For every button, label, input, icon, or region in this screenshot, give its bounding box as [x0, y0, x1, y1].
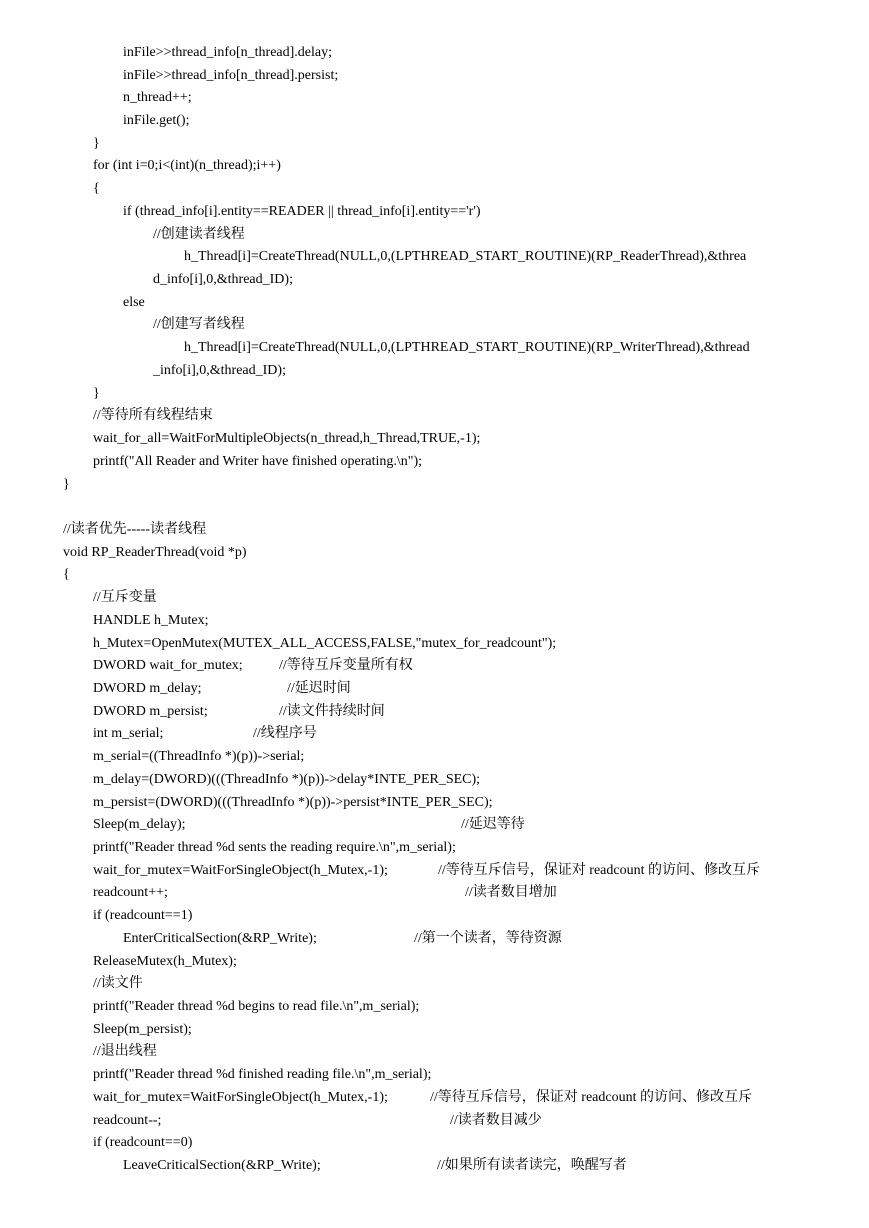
code-line: Sleep(m_persist);: [93, 1022, 192, 1037]
code-line: if (readcount==1): [93, 908, 193, 923]
code-line: else: [123, 295, 145, 310]
code-line: }: [93, 136, 100, 151]
code-comment: //读文件: [93, 976, 143, 991]
code-line: HANDLE h_Mutex;: [93, 613, 209, 628]
code-comment: //等待互斥信号，保证对 readcount 的访问、修改互斥: [430, 1090, 752, 1105]
code-line: int m_serial;: [93, 726, 164, 741]
code-line: wait_for_mutex=WaitForSingleObject(h_Mutex,-1);: [93, 863, 388, 878]
code-line: readcount--;: [93, 1113, 162, 1128]
code-line: inFile>>thread_info[n_thread].delay;: [123, 45, 333, 60]
code-comment: //创建写者线程: [153, 317, 245, 332]
code-line: inFile.get();: [123, 113, 190, 128]
code-line: EnterCriticalSection(&RP_Write);: [123, 931, 317, 946]
code-line: if (readcount==0): [93, 1135, 193, 1150]
code-line: d_info[i],0,&thread_ID);: [153, 272, 293, 287]
code-comment: //退出线程: [93, 1044, 157, 1059]
code-line: DWORD m_delay;: [93, 681, 202, 696]
code-line: for (int i=0;i<(int)(n_thread);i++): [93, 158, 281, 173]
code-line: m_persist=(DWORD)(((ThreadInfo *)(p))->persist*INTE_PER_SEC);: [93, 795, 493, 810]
code-line: DWORD m_persist;: [93, 704, 208, 719]
code-line: inFile>>thread_info[n_thread].persist;: [123, 68, 339, 83]
code-line: m_delay=(DWORD)(((ThreadInfo *)(p))->delay*INTE_PER_SEC);: [93, 772, 481, 787]
code-comment: //等待互斥变量所有权: [279, 658, 413, 673]
code-comment: //第一个读者，等待资源: [414, 931, 562, 946]
code-comment: //线程序号: [253, 726, 317, 741]
code-line: printf("Reader thread %d sents the reading require.\n",m_serial);: [93, 840, 456, 855]
code-line: h_Thread[i]=CreateThread(NULL,0,(LPTHREAD_START_ROUTINE)(RP_ReaderThread),&threa: [184, 249, 747, 264]
code-comment: //创建读者线程: [153, 227, 245, 242]
code-line: }: [63, 477, 70, 492]
code-line: printf("Reader thread %d finished reading file.\n",m_serial);: [93, 1067, 432, 1082]
code-line: n_thread++;: [123, 90, 192, 105]
code-comment: //读文件持续时间: [279, 704, 385, 719]
code-line: void RP_ReaderThread(void *p): [63, 545, 247, 560]
code-line: if (thread_info[i].entity==READER || thread_info[i].entity=='r'): [123, 204, 481, 219]
code-line: }: [93, 386, 100, 401]
code-comment: //读者数目减少: [450, 1113, 542, 1128]
code-line: h_Thread[i]=CreateThread(NULL,0,(LPTHREAD_START_ROUTINE)(RP_WriterThread),&thread: [184, 340, 750, 355]
code-line: LeaveCriticalSection(&RP_Write);: [123, 1158, 321, 1173]
code-line: wait_for_all=WaitForMultipleObjects(n_thread,h_Thread,TRUE,-1);: [93, 431, 481, 446]
code-comment: //等待所有线程结束: [93, 408, 213, 423]
code-line: h_Mutex=OpenMutex(MUTEX_ALL_ACCESS,FALSE,"mutex_for_readcount");: [93, 636, 557, 651]
code-line: {: [93, 181, 100, 196]
code-line: wait_for_mutex=WaitForSingleObject(h_Mutex,-1);: [93, 1090, 388, 1105]
code-line: ReleaseMutex(h_Mutex);: [93, 954, 237, 969]
code-line: readcount++;: [93, 885, 168, 900]
code-comment: //延迟时间: [287, 681, 351, 696]
code-line: Sleep(m_delay);: [93, 817, 186, 832]
code-comment: //读者优先-----读者线程: [63, 522, 207, 537]
code-line: _info[i],0,&thread_ID);: [153, 363, 286, 378]
code-comment: //如果所有读者读完，唤醒写者: [437, 1158, 627, 1173]
code-line: m_serial=((ThreadInfo *)(p))->serial;: [93, 749, 305, 764]
code-line: printf("All Reader and Writer have finished operating.\n");: [93, 454, 422, 469]
code-line: DWORD wait_for_mutex;: [93, 658, 243, 673]
code-comment: //读者数目增加: [465, 885, 557, 900]
code-comment: //互斥变量: [93, 590, 157, 605]
code-line: {: [63, 567, 70, 582]
code-comment: //等待互斥信号，保证对 readcount 的访问、修改互斥: [438, 863, 760, 878]
code-line: printf("Reader thread %d begins to read file.\n",m_serial);: [93, 999, 420, 1014]
code-comment: //延迟等待: [461, 817, 525, 832]
